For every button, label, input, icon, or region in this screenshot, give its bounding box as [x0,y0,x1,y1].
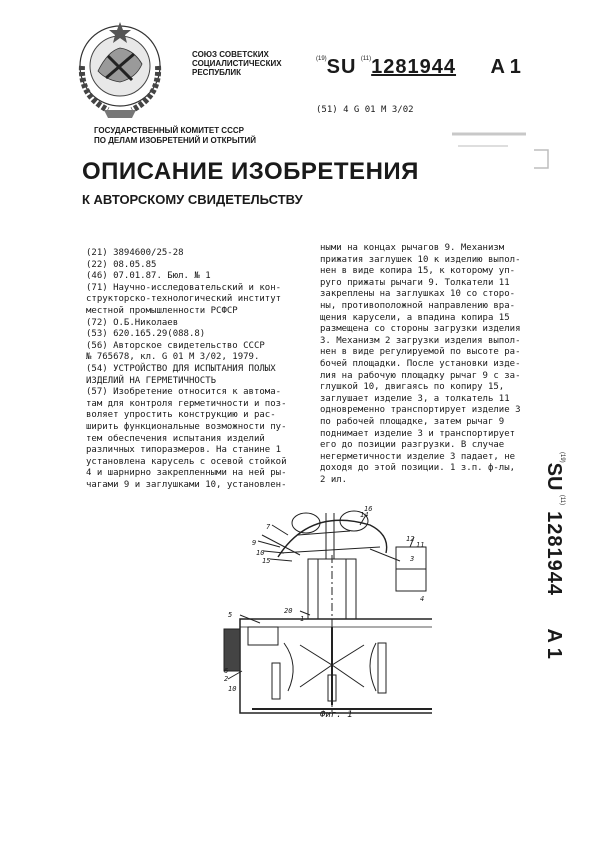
figure-reference-label: 12 [406,535,415,543]
text-line: бочей площадки. После установки изде- [320,358,521,369]
number-code-label: (11) [360,56,372,62]
text-line: местной промышленности РСФСР [86,305,238,316]
figure-reference-label: 7 [266,523,271,531]
ipc-classification: (51) 4 G 01 M 3/02 [316,105,414,115]
text-line: 3. Механизм 2 загрузки изделия выпол- [320,335,521,346]
text-line: размещена со стороны загрузки изделия [320,324,521,335]
text-line: ны, противоположной направлению вра- [320,300,516,311]
figure-reference-label: 10 [256,549,265,557]
figure-reference-label: 5 [228,611,233,619]
figure-reference-label: 3 [410,555,415,563]
text-line: ширить функциональные возможности пу- [86,421,287,432]
figure-reference-label: 14 [360,511,369,519]
text-line: 4 и шарнирно закрепленными на ней ры- [86,468,287,479]
text-line: (57) Изобретение относится к автома- [86,387,282,398]
text-line: (21) 3894600/25-28 [86,248,184,258]
text-line: заглушает изделие 3, а толкатель 11 [320,393,510,404]
figure-reference-label: 2 [224,675,229,683]
union-line: СОЮЗ СОВЕТСКИХ [192,50,269,59]
bibliographic-column [86,248,308,491]
text-line: (54) УСТРОЙСТВО ДЛЯ ИСПЫТАНИЯ ПОЛЫХ [86,363,276,374]
text-line: негерметичности изделие 3 падает, не [320,451,516,462]
figure-reference-label: 15 [262,557,271,565]
text-line: воляет упростить конструкцию и рас- [86,410,276,421]
text-line: (72) О.Б.Николаев [86,317,179,328]
figure-reference-label: 1 [300,615,305,623]
text-line: закреплены на заглушках 10 со сторо- [320,289,516,300]
text-line: поднимает изделие 3 и транспортирует [320,428,516,439]
text-line: структорско-технологический институт [86,294,282,305]
text-line: щения карусели, а впадина копира 15 [320,312,510,323]
union-line: СОЦИАЛИСТИЧЕСКИХ [192,59,282,68]
country-code-label: (19) [316,56,327,62]
text-line: одновременно транспортирует изделие 3 [320,405,521,416]
text-line: лия на рабочую площадку рычаг 9 с за- [320,370,521,381]
union-line: РЕСПУБЛИК [192,68,241,77]
country-code: SU [326,56,357,78]
text-line: прижатия заглушек 10 к изделию выпол- [320,254,521,265]
side-kind-code: A 1 [543,628,565,659]
text-line: ными на концах рычагов 9. Механизм [320,243,505,253]
text-line: ИЗДЕЛИЙ НА ГЕРМЕТИЧНОСТЬ [86,375,217,386]
text-line: его до позиции разгрузки. В случае [320,440,505,451]
library-stamp [448,120,568,174]
text-line: чагами 9 и заглушками 10, установлен- [86,479,287,490]
text-line: руго прижаты рычаги 9. Толкатели 11 [320,277,510,288]
text-line: тем обеспечения испытания изделий [86,433,265,444]
text-line: нен в виде регулируемой по высоте ра- [320,347,521,358]
side-number: 1281944 [543,511,565,597]
text-line: доходя до этой позиции. 1 з.п. ф-лы, [320,463,516,474]
union-name [192,50,312,77]
committee-line: ГОСУДАРСТВЕННЫЙ КОМИТЕТ СССР [94,126,244,135]
text-line: различных типоразмеров. На станине 1 [86,445,282,456]
patent-number: 1281944 [371,56,457,78]
text-line: № 765678, кл. G 01 M 3/02, 1979. [86,352,260,363]
side-country-code: SU [543,462,565,491]
text-line: установлена карусель с осевой стойкой [86,456,287,467]
abstract-column [320,243,542,486]
text-line: глушкой 10, двигаясь по копиру 15, [320,382,505,393]
figure-caption: Фиг. 1 [320,710,353,720]
figure-reference-label: 20 [284,607,293,615]
kind-code: A 1 [490,56,521,78]
text-line: там для контроля герметичности и поз- [86,398,287,409]
committee-name [94,126,256,146]
text-line: нен в виде копира 15, к которому уп- [320,266,516,277]
figure-reference-label: 11 [416,541,425,549]
text-line: (22) 08.05.85 [86,259,157,270]
text-line: (46) 07.01.87. Бюл. № 1 [86,271,211,282]
patent-number-header [316,56,521,79]
text-line: (71) Научно-исследовательский и кон- [86,282,282,293]
figure-reference-label: 16 [364,505,373,513]
ussr-emblem [68,16,172,122]
text-line: (53) 620.165.29(088.8) [86,329,206,340]
figure-reference-label: 10 [228,685,237,693]
figure-reference-label: 4 [420,595,425,603]
text-line: (56) Авторское свидетельство СССР [86,340,265,351]
technical-drawing [200,495,432,725]
document-subtitle: К АВТОРСКОМУ СВИДЕТЕЛЬСТВУ [82,192,303,207]
document-title: ОПИСАНИЕ ИЗОБРЕТЕНИЯ [82,158,419,185]
side-patent-number [542,452,565,659]
side-country-code-label: (19) [559,452,565,463]
text-line: 2 ил. [320,474,348,485]
figure-reference-label: 6 [224,667,229,675]
side-number-code-label: (11) [559,494,565,506]
figure-reference-label: 9 [252,539,257,547]
committee-line: ПО ДЕЛАМ ИЗОБРЕТЕНИЙ И ОТКРЫТИЙ [94,136,257,145]
text-line: по рабочей площадке, затем рычаг 9 [320,416,505,427]
